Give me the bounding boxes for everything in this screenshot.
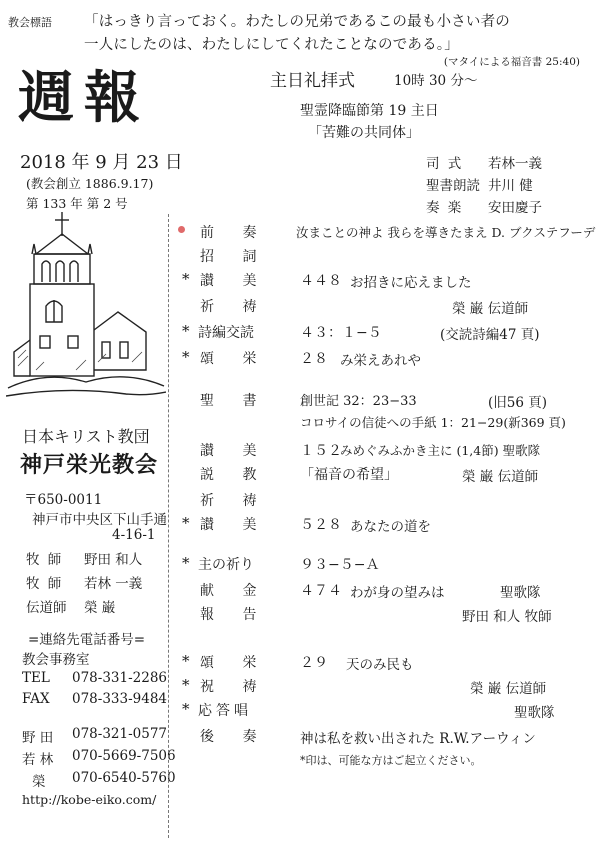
- staff-name: 若林 一義: [84, 576, 143, 592]
- order-label: 頌 栄: [200, 351, 269, 367]
- order-person: 榮 巌 伝道師: [470, 681, 547, 697]
- order-person: 榮 巌 伝道師: [452, 301, 529, 317]
- order-person: (交読詩編47 頁): [440, 327, 540, 343]
- order-title: わが身の望みは: [350, 585, 445, 601]
- standing-footnote: *印は、可能な方はご起立ください。: [300, 754, 482, 767]
- stand-mark: *: [182, 700, 190, 718]
- motto-line-2: 一人にしたのは、わたしにしてくれたことなのである。」: [84, 37, 459, 53]
- order-label: 讃 美: [200, 443, 269, 459]
- order-label: 祈 祷: [200, 299, 269, 315]
- church-drawing: [6, 212, 166, 396]
- order-person: 聖歌隊: [514, 705, 555, 721]
- order-label: 招 詞: [200, 249, 269, 265]
- stand-mark: *: [182, 322, 190, 340]
- role-name: 井川 健: [488, 178, 533, 194]
- order-ref: コロサイの信徒への手紙 1：21−29(新369 頁): [300, 415, 566, 430]
- phone-owner: 榮: [32, 774, 46, 790]
- order-label: 詩編交読: [198, 325, 254, 341]
- postal-code: 〒650-0011: [24, 492, 103, 508]
- bulletin-title: 週報: [18, 65, 150, 131]
- order-title: 天のみ民も: [346, 657, 414, 673]
- stand-mark: *: [182, 554, 190, 572]
- order-label: 説 教: [200, 467, 269, 483]
- order-person: 野田 和人 牧師: [462, 609, 552, 625]
- bulletin-date: 2018 年 9 月 23 日: [20, 152, 183, 173]
- denomination: 日本キリスト教団: [22, 427, 150, 446]
- motto-label: 教会標語: [8, 16, 52, 29]
- motto-source: (マタイによる福音書 25:40): [443, 56, 580, 68]
- order-ref: ２９: [300, 655, 328, 671]
- phone-number: 070-6540-5760: [72, 770, 176, 786]
- role-label: 司 式: [426, 156, 464, 172]
- order-ref: 創世記 32：23−33: [300, 394, 417, 409]
- founding-note: (教会創立 1886.9.17): [26, 176, 154, 191]
- liturgical-sunday: 聖霊降臨節第 19 主日: [300, 103, 439, 119]
- church-illustration: [6, 210, 166, 405]
- order-label: 前 奏: [200, 225, 269, 241]
- phone-owner: 若 林: [22, 752, 54, 768]
- address-line-1: 神戸市中央区下山手通: [32, 512, 167, 528]
- phone-owner: 野 田: [22, 730, 54, 746]
- address-line-2: 4-16-1: [112, 527, 156, 543]
- stand-mark: *: [182, 652, 190, 670]
- role-name: 若林一義: [488, 156, 542, 172]
- order-ref: ９３−５−Ａ: [300, 557, 380, 573]
- order-title: み栄えあれや: [340, 353, 421, 369]
- staff-name: 榮 巌: [84, 600, 116, 616]
- volume-number: 第 133 年 第 2 号: [26, 196, 128, 211]
- order-ref: ５２８: [300, 517, 342, 533]
- order-label: 主の祈り: [198, 557, 254, 573]
- order-person: 聖歌隊: [500, 585, 541, 601]
- order-ref: ４３：１−５: [300, 325, 382, 341]
- order-label: 讃 美: [200, 517, 269, 533]
- stand-mark: *: [182, 270, 190, 288]
- staff-role: 牧 師: [26, 552, 64, 568]
- phone-number: 070-5669-7506: [72, 748, 176, 764]
- fax-label: FAX: [22, 691, 50, 707]
- order-label: 後 奏: [200, 729, 269, 745]
- order-label: 祈 祷: [200, 493, 269, 509]
- tel-label: TEL: [22, 670, 50, 686]
- order-ref: ４４８: [300, 273, 342, 289]
- order-title: あなたの道を: [350, 519, 431, 535]
- website-url[interactable]: http://kobe-eiko.com/: [22, 792, 157, 807]
- order-title: お招きに応えました: [350, 275, 472, 291]
- staff-name: 野田 和人: [84, 552, 143, 568]
- order-title: みめぐみふかき主に (1,4節) 聖歌隊: [340, 443, 541, 458]
- tel-number: 078-331-2286: [72, 670, 168, 686]
- stand-mark: *: [182, 348, 190, 366]
- red-mark-icon: [178, 226, 185, 233]
- church-name: 神戸栄光教会: [20, 452, 159, 478]
- order-person: 榮 巌 伝道師: [462, 469, 539, 485]
- order-title: 神は私を救い出された R.W.アーウィン: [300, 731, 536, 747]
- role-label: 奏 楽: [426, 200, 464, 216]
- order-label: 献 金: [200, 583, 269, 599]
- service-theme: 「苦難の共同体」: [308, 125, 420, 141]
- column-divider: [168, 214, 169, 838]
- staff-role: 伝道師: [26, 600, 67, 616]
- order-ref: 「福音の希望」: [300, 467, 398, 483]
- motto-line-1: 「はっきり言っておく。わたしの兄弟であるこの最も小さい者の: [84, 14, 511, 30]
- contact-header: =連絡先電話番号=: [28, 632, 146, 648]
- office-label: 教会事務室: [22, 652, 90, 668]
- church-hatching: [18, 350, 142, 370]
- order-label: 報 告: [200, 607, 269, 623]
- order-label: 聖 書: [200, 393, 269, 409]
- staff-role: 牧 師: [26, 576, 64, 592]
- order-person: (旧56 頁): [488, 395, 548, 411]
- order-label: 応答唱: [198, 703, 252, 719]
- order-ref: ４７４: [300, 583, 342, 599]
- order-title: 汝まことの神よ 我らを導きたまえ D. ブクステフーデ: [296, 225, 596, 240]
- order-label: 讃 美: [200, 273, 269, 289]
- stand-mark: *: [182, 514, 190, 532]
- order-ref: ２８: [300, 351, 328, 367]
- role-name: 安田慶子: [488, 200, 542, 216]
- order-label: 頌 栄: [200, 655, 269, 671]
- fax-number: 078-333-9484: [72, 691, 168, 707]
- role-label: 聖書朗読: [426, 178, 480, 194]
- service-title: 主日礼拝式: [270, 71, 355, 91]
- stand-mark: *: [182, 676, 190, 694]
- order-ref: １５２: [300, 443, 342, 459]
- service-time: 10時 30 分～: [394, 73, 478, 89]
- phone-number: 078-321-0577: [72, 726, 168, 742]
- order-label: 祝 祷: [200, 679, 269, 695]
